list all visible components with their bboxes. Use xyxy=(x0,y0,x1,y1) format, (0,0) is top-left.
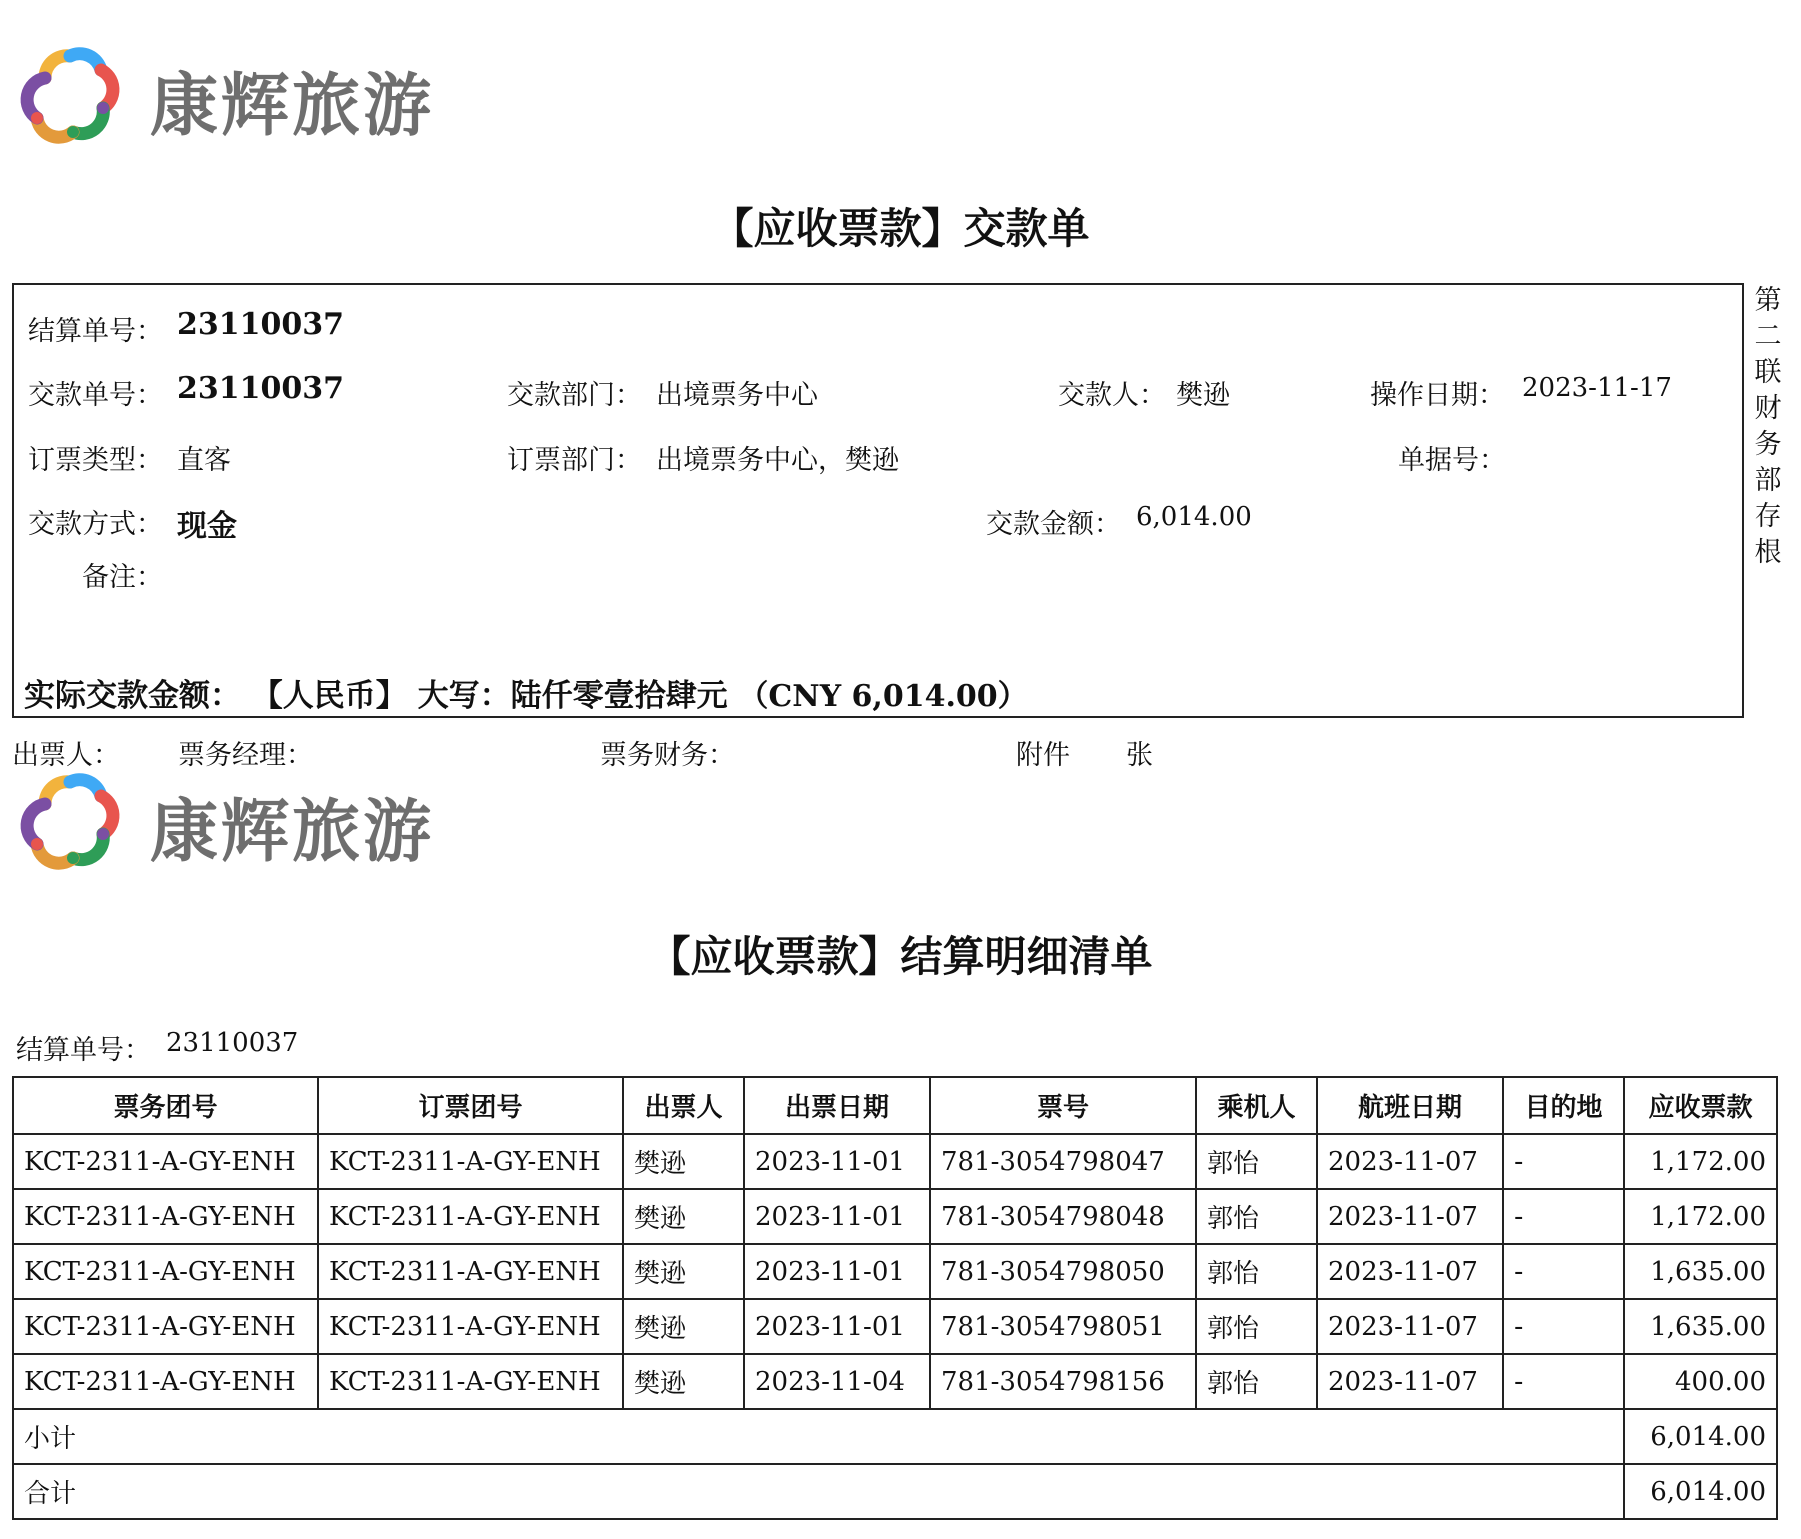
detail-settle-no: 23110037 xyxy=(166,1028,299,1058)
table-cell: - xyxy=(1503,1354,1624,1409)
column-header: 票号 xyxy=(930,1077,1196,1134)
stub-char: 务 xyxy=(1754,429,1782,460)
table-cell: 2023-11-01 xyxy=(744,1299,930,1354)
stub-char: 部 xyxy=(1754,465,1782,496)
actual-amount-line xyxy=(24,670,1028,715)
remark-label: 备注： xyxy=(82,562,163,593)
table-cell: - xyxy=(1503,1299,1624,1354)
table-cell: 2023-11-07 xyxy=(1317,1299,1503,1354)
actual-amount-text: 【人民币】 大写：陆仟零壹拾肆元 xyxy=(251,678,728,714)
table-cell: 781-3054798047 xyxy=(930,1134,1196,1189)
table-cell: 781-3054798051 xyxy=(930,1299,1196,1354)
table-cell: 樊逊 xyxy=(623,1354,744,1409)
column-header: 票务团号 xyxy=(13,1077,318,1134)
table-cell: 郭怡 xyxy=(1196,1354,1317,1409)
column-header: 目的地 xyxy=(1503,1077,1624,1134)
amount-label: 交款金额： xyxy=(986,509,1121,540)
table-cell: KCT-2311-A-GY-ENH xyxy=(13,1244,318,1299)
flower-logo-icon xyxy=(14,764,126,874)
book-dept-label: 订票部门： xyxy=(507,445,642,476)
settle-no: 23110037 xyxy=(177,307,344,342)
stub-char: 第 xyxy=(1754,285,1782,316)
op-date-label: 操作日期： xyxy=(1370,380,1505,411)
stub-copy-label xyxy=(1750,283,1786,571)
total-row xyxy=(13,1464,1777,1519)
table-cell: KCT-2311-A-GY-ENH xyxy=(318,1134,623,1189)
table-cell: 2023-11-01 xyxy=(744,1134,930,1189)
table-cell: 郭怡 xyxy=(1196,1299,1317,1354)
table-cell: KCT-2311-A-GY-ENH xyxy=(318,1244,623,1299)
table-cell: 樊逊 xyxy=(623,1299,744,1354)
stub-char: 二 xyxy=(1754,321,1782,352)
table-cell: 郭怡 xyxy=(1196,1189,1317,1244)
pay-method: 现金 xyxy=(177,509,237,544)
table-cell: 400.00 xyxy=(1624,1354,1777,1409)
table-cell: - xyxy=(1503,1134,1624,1189)
table-row xyxy=(13,1354,1777,1409)
detail-title: 【应收票款】结算明细清单 xyxy=(648,932,1153,981)
pay-method-label: 交款方式： xyxy=(28,509,163,540)
pay-dept: 出境票务中心 xyxy=(656,380,818,411)
settlement-detail-table xyxy=(12,1076,1778,1520)
table-cell: 樊逊 xyxy=(623,1134,744,1189)
table-row xyxy=(13,1189,1777,1244)
table-header-row xyxy=(13,1077,1777,1134)
table-cell: 781-3054798048 xyxy=(930,1189,1196,1244)
brand-name: 康辉旅游 xyxy=(150,67,435,146)
sheet-unit-label: 张 xyxy=(1126,740,1153,771)
table-row xyxy=(13,1134,1777,1189)
brand-logo xyxy=(14,764,474,874)
table-cell: KCT-2311-A-GY-ENH xyxy=(318,1299,623,1354)
table-cell: 2023-11-07 xyxy=(1317,1354,1503,1409)
attachment-label: 附件 xyxy=(1016,740,1070,771)
table-cell: 郭怡 xyxy=(1196,1134,1317,1189)
table-cell: 781-3054798050 xyxy=(930,1244,1196,1299)
receipt-title: 【应收票款】交款单 xyxy=(711,204,1090,253)
book-type-label: 订票类型： xyxy=(28,445,163,476)
amount: 6,014.00 xyxy=(1136,502,1252,532)
table-cell: - xyxy=(1503,1244,1624,1299)
table-cell: 2023-11-04 xyxy=(744,1354,930,1409)
pay-no-label: 交款单号： xyxy=(28,380,163,411)
book-type: 直客 xyxy=(177,445,231,476)
table-cell: 2023-11-07 xyxy=(1317,1244,1503,1299)
brand-name: 康辉旅游 xyxy=(150,793,435,872)
table-cell: 樊逊 xyxy=(623,1244,744,1299)
manager-label: 票务经理： xyxy=(178,740,313,771)
table-cell: 2023-11-01 xyxy=(744,1189,930,1244)
pay-dept-label: 交款部门： xyxy=(507,380,642,411)
table-row xyxy=(13,1244,1777,1299)
subtotal-label: 小计 xyxy=(13,1409,1624,1464)
table-cell: 2023-11-07 xyxy=(1317,1189,1503,1244)
total-label: 合计 xyxy=(13,1464,1624,1519)
table-cell: 1,635.00 xyxy=(1624,1244,1777,1299)
table-cell: 1,172.00 xyxy=(1624,1189,1777,1244)
book-dept: 出境票务中心，樊逊 xyxy=(656,445,899,476)
table-cell: 2023-11-07 xyxy=(1317,1134,1503,1189)
table-cell: 1,172.00 xyxy=(1624,1134,1777,1189)
table-row xyxy=(13,1299,1777,1354)
actual-amount-cny: （CNY 6,014.00） xyxy=(738,679,1028,714)
total-value: 6,014.00 xyxy=(1624,1464,1777,1519)
detail-settle-no-label: 结算单号： xyxy=(16,1035,151,1066)
flower-logo-icon xyxy=(14,38,126,148)
table-cell: 2023-11-01 xyxy=(744,1244,930,1299)
table-cell: 樊逊 xyxy=(623,1189,744,1244)
column-header: 乘机人 xyxy=(1196,1077,1317,1134)
table-cell: 781-3054798156 xyxy=(930,1354,1196,1409)
actual-amount-label: 实际交款金额： xyxy=(24,678,241,714)
stub-char: 财 xyxy=(1754,393,1782,424)
doc-no-label: 单据号： xyxy=(1398,445,1506,476)
brand-logo xyxy=(14,38,474,148)
issuer-label: 出票人： xyxy=(12,740,120,771)
table-cell: 1,635.00 xyxy=(1624,1299,1777,1354)
table-cell: KCT-2311-A-GY-ENH xyxy=(318,1189,623,1244)
payer: 樊逊 xyxy=(1176,380,1230,411)
stub-char: 根 xyxy=(1754,537,1782,568)
table-cell: KCT-2311-A-GY-ENH xyxy=(13,1134,318,1189)
table-cell: 郭怡 xyxy=(1196,1244,1317,1299)
column-header: 出票人 xyxy=(623,1077,744,1134)
column-header: 应收票款 xyxy=(1624,1077,1777,1134)
receipt-box xyxy=(12,283,1744,718)
table-cell: KCT-2311-A-GY-ENH xyxy=(13,1299,318,1354)
column-header: 订票团号 xyxy=(318,1077,623,1134)
finance-label: 票务财务： xyxy=(600,740,735,771)
table-cell: KCT-2311-A-GY-ENH xyxy=(318,1354,623,1409)
column-header: 出票日期 xyxy=(744,1077,930,1134)
payer-label: 交款人： xyxy=(1058,380,1166,411)
subtotal-row xyxy=(13,1409,1777,1464)
settle-no-label: 结算单号： xyxy=(28,316,163,347)
stub-char: 存 xyxy=(1754,501,1782,532)
table-cell: - xyxy=(1503,1189,1624,1244)
pay-no: 23110037 xyxy=(177,371,344,406)
table-cell: KCT-2311-A-GY-ENH xyxy=(13,1354,318,1409)
table-cell: KCT-2311-A-GY-ENH xyxy=(13,1189,318,1244)
subtotal-value: 6,014.00 xyxy=(1624,1409,1777,1464)
stub-char: 联 xyxy=(1754,357,1782,388)
column-header: 航班日期 xyxy=(1317,1077,1503,1134)
op-date: 2023-11-17 xyxy=(1522,373,1672,403)
